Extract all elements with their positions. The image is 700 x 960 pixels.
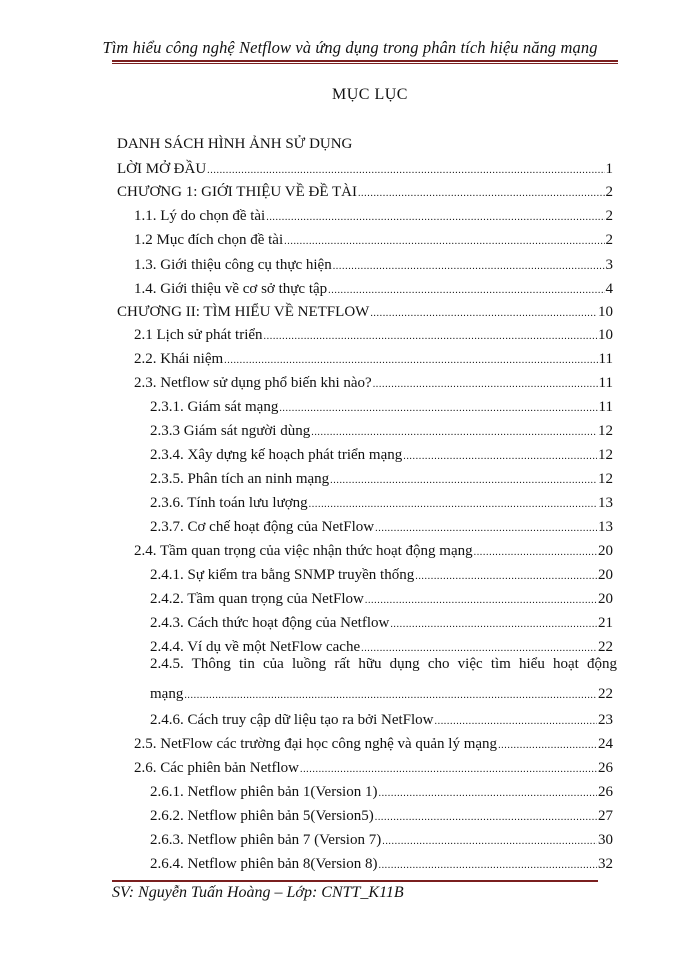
- toc-entry-page: 3: [605, 257, 613, 273]
- footer-divider: [112, 880, 598, 882]
- toc-entry-page: 1: [605, 161, 613, 177]
- toc-entry[interactable]: [150, 396, 613, 416]
- toc-entry[interactable]: [150, 781, 613, 801]
- toc-leader: [378, 859, 597, 873]
- toc-leader: [474, 546, 597, 560]
- toc-entry-label: 2.3.6. Tính toán lưu lượng: [150, 495, 308, 511]
- toc-entry[interactable]: [134, 205, 613, 225]
- toc-leader: [498, 739, 597, 753]
- toc-entry-label: 2.4.2. Tầm quan trọng của NetFlow: [150, 591, 364, 607]
- toc-leader: [279, 402, 597, 416]
- toc-entry-page: 4: [605, 281, 613, 297]
- toc-leader: [375, 522, 597, 536]
- toc-leader: [365, 594, 597, 608]
- toc-entry[interactable]: [134, 324, 613, 344]
- toc-entry-page: 2: [605, 184, 613, 200]
- toc-entry-label: 2.4.4. Ví dụ về một NetFlow cache: [150, 639, 361, 655]
- toc-entry[interactable]: [134, 229, 613, 249]
- toc-leader: [311, 426, 597, 440]
- toc-leader: [330, 474, 597, 488]
- toc-leader: [378, 787, 597, 801]
- toc-entry[interactable]: [134, 757, 613, 777]
- toc-leader: [266, 211, 604, 225]
- toc-entry-label: 2.6.4. Netflow phiên bản 8(Version 8): [150, 856, 378, 872]
- toc-entry[interactable]: [150, 805, 613, 825]
- toc-entry-page: 11: [598, 351, 613, 367]
- toc-entry-label: 2.3.1. Giám sát mạng: [150, 399, 279, 415]
- toc-entry[interactable]: [134, 278, 613, 298]
- toc-entry-label: 2.3.4. Xây dựng kế hoạch phát triển mạng: [150, 447, 403, 463]
- toc-entry-page: 23: [598, 712, 613, 728]
- toc-entry-label: 2.6. Các phiên bản Netflow: [134, 760, 299, 776]
- toc-entry-wrapped[interactable]: 2.4.5. Thông tin của luồng rất hữu dụng cho việc tìm hiểu hoạt động: [150, 656, 617, 672]
- toc-entry-label: 1.4. Giới thiệu về cơ sở thực tập: [134, 281, 328, 297]
- toc-entry-page: 20: [598, 591, 613, 607]
- toc-leader: [415, 570, 597, 584]
- toc-leader: [333, 260, 605, 274]
- toc-entry-label: 1.3. Giới thiệu công cụ thực hiện: [134, 257, 332, 273]
- toc-entry[interactable]: [117, 158, 613, 178]
- toc-title: MỤC LỤC: [332, 86, 408, 103]
- toc-entry-label: 2.4.3. Cách thức hoạt động của Netflow: [150, 615, 390, 631]
- toc-entry[interactable]: [134, 254, 613, 274]
- toc-leader: [382, 835, 597, 849]
- toc-entry[interactable]: [150, 612, 613, 632]
- toc-entry[interactable]: [117, 301, 613, 321]
- toc-entry-label: 2.3.3 Giám sát người dùng: [150, 423, 311, 439]
- toc-entry-page: 11: [598, 399, 613, 415]
- toc-entry-label: 2.4. Tầm quan trọng của việc nhận thức hoạt động mạng: [134, 543, 473, 559]
- toc-entry-page: 2: [605, 208, 613, 224]
- toc-entry-label: mạng: [150, 686, 184, 702]
- toc-entry-page: 13: [598, 495, 613, 511]
- toc-entry[interactable]: [150, 564, 613, 584]
- toc-entry[interactable]: [150, 683, 613, 703]
- toc-entry-label: 2.3. Netflow sử dụng phổ biến khi nào?: [134, 375, 372, 391]
- toc-leader: [390, 618, 597, 632]
- toc-entry-label: 1.1. Lý do chọn đề tài: [134, 208, 266, 224]
- toc-entry[interactable]: [150, 516, 613, 536]
- toc-entry[interactable]: [150, 420, 613, 440]
- toc-entry-label: 2.3.5. Phân tích an ninh mạng: [150, 471, 330, 487]
- toc-entry-page: 30: [598, 832, 613, 848]
- toc-entry-label: 2.4.6. Cách truy cập dữ liệu tạo ra bởi NetFlow: [150, 712, 434, 728]
- toc-leader: [207, 164, 604, 178]
- toc-entry[interactable]: [150, 444, 613, 464]
- toc-leader: [358, 187, 605, 201]
- toc-entry-page: 11: [598, 375, 613, 391]
- toc-entry-label: 2.4.1. Sự kiểm tra bằng SNMP truyền thống: [150, 567, 415, 583]
- toc-leader: [264, 330, 597, 344]
- toc-entry-page: 2: [605, 232, 613, 248]
- toc-leader: [309, 498, 597, 512]
- toc-entry-page: 12: [598, 423, 613, 439]
- toc-entry-page: 12: [598, 447, 613, 463]
- toc-leader: [375, 811, 597, 825]
- toc-entry[interactable]: [150, 829, 613, 849]
- toc-entry-label: 2.3.7. Cơ chế hoạt động của NetFlow: [150, 519, 375, 535]
- toc-entry-page: 21: [598, 615, 613, 631]
- toc-leader: [373, 378, 598, 392]
- toc-entry-page: 26: [598, 784, 613, 800]
- toc-leader: [284, 235, 604, 249]
- toc-entry-label: 2.1 Lịch sử phát triển: [134, 327, 263, 343]
- toc-entry[interactable]: [150, 636, 613, 656]
- toc-entry[interactable]: [150, 492, 613, 512]
- toc-entry-page: 10: [598, 304, 613, 320]
- toc-entry[interactable]: [134, 372, 613, 392]
- toc-entry-label: CHƯƠNG 1: GIỚI THIỆU VỀ ĐỀ TÀI: [117, 184, 357, 200]
- toc-entry[interactable]: [134, 540, 613, 560]
- toc-entry[interactable]: [150, 468, 613, 488]
- toc-leader: [300, 763, 597, 777]
- toc-leader: [435, 715, 598, 729]
- toc-entry-label: LỜI MỞ ĐẦU: [117, 161, 207, 177]
- toc-entry-page: 24: [598, 736, 613, 752]
- toc-entry-label: 2.6.1. Netflow phiên bản 1(Version 1): [150, 784, 378, 800]
- toc-entry-page: 12: [598, 471, 613, 487]
- toc-entry-page: 26: [598, 760, 613, 776]
- toc-entry[interactable]: [117, 181, 613, 201]
- toc-leader: [361, 642, 597, 656]
- footer-text: SV: Nguyễn Tuấn Hoàng – Lớp: CNTT_K11B: [112, 884, 404, 901]
- toc-entry-label: 2.5. NetFlow các trường đại học công nghệ và quản lý mạng: [134, 736, 498, 752]
- toc-entry-page: 22: [598, 686, 613, 702]
- toc-leader: [403, 450, 597, 464]
- toc-entry-page: 20: [598, 567, 613, 583]
- toc-entry-label: CHƯƠNG II: TÌM HIỂU VỀ NETFLOW: [117, 304, 370, 320]
- toc-entry[interactable]: [150, 853, 613, 873]
- toc-entry-page: 27: [598, 808, 613, 824]
- toc-leader: [370, 307, 597, 321]
- header-title: Tìm hiểu công nghệ Netflow và ứng dụng trong phân tích hiệu năng mạng: [102, 38, 598, 57]
- toc-entry[interactable]: [150, 709, 613, 729]
- toc-entry-page: 10: [598, 327, 613, 343]
- toc-entry-page: 20: [598, 543, 613, 559]
- toc-leader: [184, 689, 597, 703]
- toc-entry[interactable]: [134, 348, 613, 368]
- toc-entry-page: 13: [598, 519, 613, 535]
- toc-entry[interactable]: [150, 588, 613, 608]
- toc-entry-label: 2.6.2. Netflow phiên bản 5(Version5): [150, 808, 374, 824]
- toc-leader: [224, 354, 597, 368]
- toc-entry-label: 1.2 Mục đích chọn đề tài: [134, 232, 284, 248]
- toc-leader: [328, 284, 604, 298]
- toc-entry-page: 22: [598, 639, 613, 655]
- toc-entry-page: 32: [598, 856, 613, 872]
- toc-entry[interactable]: [134, 733, 613, 753]
- toc-entry-label: 2.6.3. Netflow phiên bản 7 (Version 7): [150, 832, 382, 848]
- toc-entry-label: 2.2. Khái niệm: [134, 351, 224, 367]
- list-of-figures-heading: DANH SÁCH HÌNH ẢNH SỬ DỤNG: [117, 136, 353, 152]
